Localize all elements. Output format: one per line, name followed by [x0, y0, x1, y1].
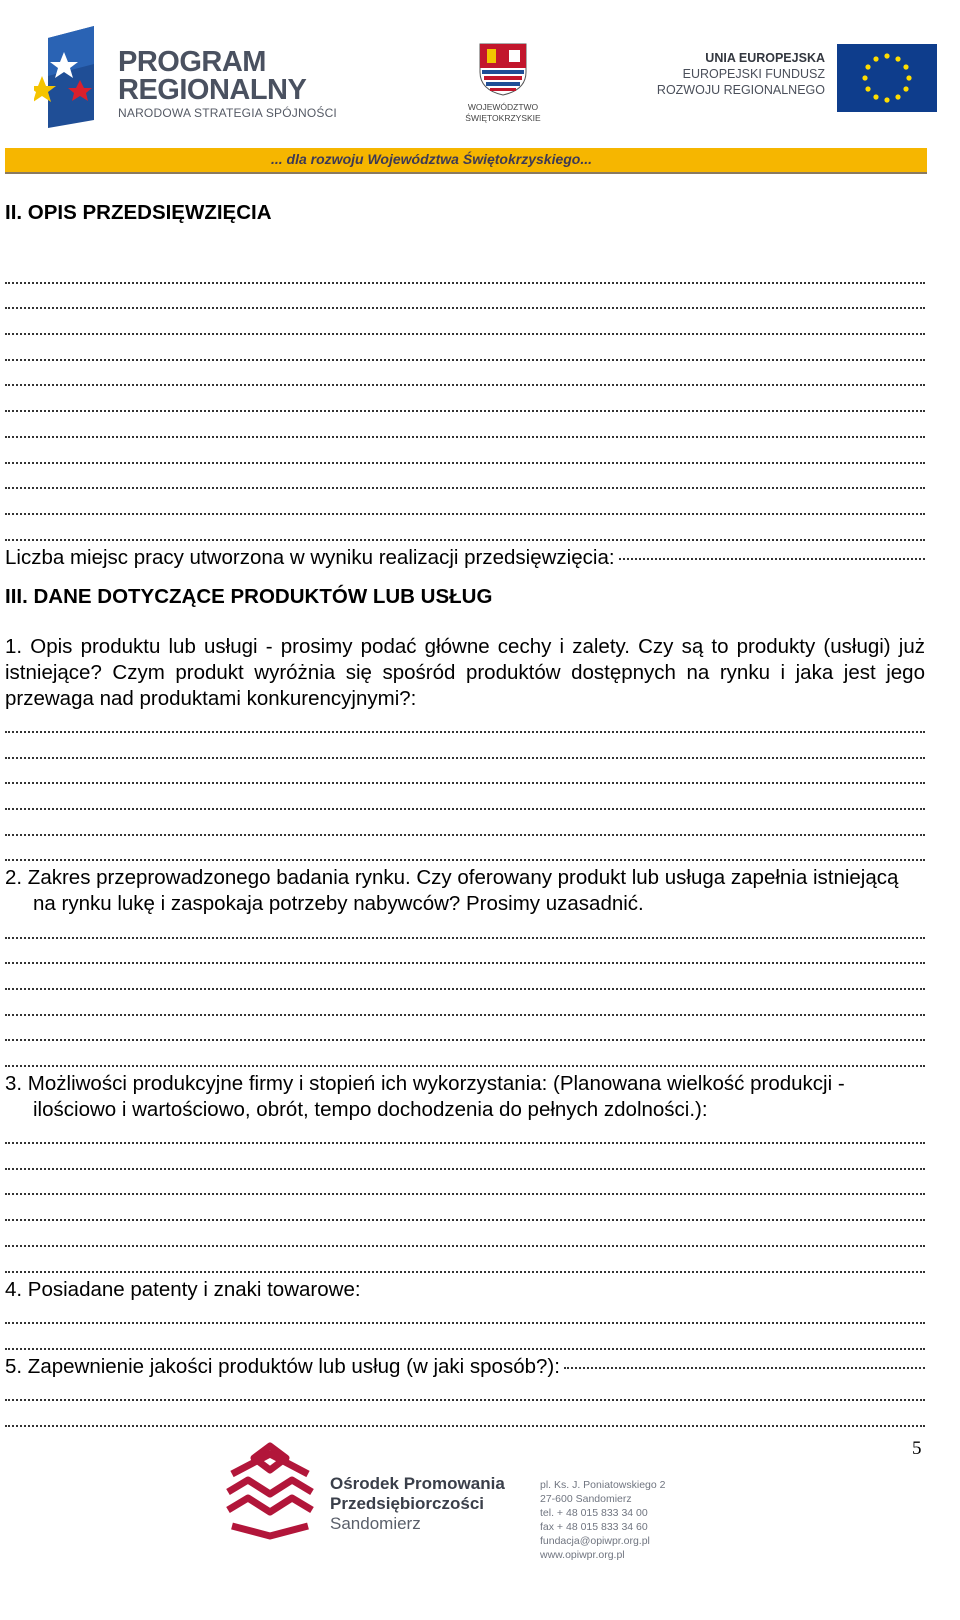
answer-line[interactable]	[5, 1199, 925, 1225]
jobs-created-field[interactable]	[619, 558, 925, 560]
answer-line[interactable]	[5, 1302, 925, 1328]
coat-of-arms-icon	[478, 42, 528, 96]
eu-line1: UNIA EUROPEJSKA	[705, 51, 825, 65]
answer-line[interactable]	[5, 1251, 925, 1277]
answer-line[interactable]	[5, 262, 925, 288]
answer-line[interactable]	[5, 1405, 925, 1431]
question-2: 2. Zakres przeprowadzonego badania rynku. Czy oferowany produkt lub usługa zapełnia istniejącą na rynku lukę i zaspokaja potrzeby nabywców? Prosimy uzasadnić.	[5, 866, 899, 916]
answer-line[interactable]	[5, 1020, 925, 1046]
page-number: 5	[912, 1438, 922, 1459]
page-header	[0, 0, 960, 182]
program-title-line2: REGIONALNY	[118, 74, 307, 106]
question-4: 4. Posiadane patenty i znaki towarowe:	[5, 1277, 361, 1301]
opiwpr-name	[330, 1474, 505, 1534]
answer-line[interactable]	[5, 1148, 925, 1174]
question-1: 1. Opis produktu lub usługi - prosimy podać główne cechy i zalety. Czy są to produkty (usługi) już istniejące? Czym produkt wyróżnia się spośród produktów dostępnych na rynku i jaka jest jego przewaga nad produktami konkurencyjnymi?:	[5, 635, 925, 710]
eu-line2: EUROPEJSKI FUNDUSZ	[682, 67, 825, 81]
program-subtitle: NARODOWA STRATEGIA SPÓJNOŚCI	[118, 106, 337, 120]
answer-line[interactable]	[5, 788, 925, 814]
answer-line[interactable]	[5, 994, 925, 1020]
answer-line[interactable]	[5, 917, 925, 943]
wojewodztwo-line2: ŚWIĘTOKRZYSKIE	[465, 113, 541, 123]
opiwpr-name-line3: Sandomierz	[330, 1514, 421, 1533]
answer-line[interactable]	[5, 1045, 925, 1071]
section-3-heading: III. DANE DOTYCZĄCE PRODUKTÓW LUB USŁUG	[5, 585, 493, 609]
question-5-field[interactable]	[564, 1367, 925, 1369]
answer-line[interactable]	[5, 390, 925, 416]
answer-line[interactable]	[5, 711, 925, 737]
opiwpr-name-line1: Ośrodek Promowania	[330, 1474, 505, 1493]
fax-line: fax + 48 015 833 34 60	[540, 1521, 648, 1533]
program-title-line1: PROGRAM	[118, 46, 266, 78]
answer-line[interactable]	[5, 416, 925, 442]
address-line: 27-600 Sandomierz	[540, 1493, 632, 1505]
program-regionalny-logo	[30, 18, 375, 136]
eu-line3: ROZWOJU REGIONALNEGO	[656, 83, 825, 97]
slogan-bar	[5, 148, 927, 174]
answer-line[interactable]	[5, 468, 925, 494]
program-regionalny-flag-icon	[34, 24, 100, 128]
answer-line[interactable]	[5, 339, 925, 365]
answer-line[interactable]	[5, 943, 925, 969]
email-link[interactable]: fundacja@opiwpr.org.pl	[540, 1535, 650, 1547]
answer-line[interactable]	[5, 519, 925, 545]
wojewodztwo-logo	[458, 38, 548, 126]
jobs-created-row	[5, 545, 925, 571]
answer-line[interactable]	[5, 1379, 925, 1405]
answer-line[interactable]	[5, 313, 925, 339]
answer-line[interactable]	[5, 968, 925, 994]
answer-line[interactable]	[5, 1328, 925, 1354]
website-link[interactable]: www.opiwpr.org.pl	[540, 1549, 625, 1561]
slogan-text: ... dla rozwoju Województwa Świętokrzyskiego...	[271, 151, 593, 167]
question-5-row	[5, 1354, 925, 1380]
opiwpr-address	[540, 1478, 665, 1562]
program-regionalny-title	[118, 48, 306, 104]
answer-line[interactable]	[5, 288, 925, 314]
opiwpr-logo-icon	[222, 1440, 318, 1542]
answer-line[interactable]	[5, 1225, 925, 1251]
question-5: 5. Zapewnienie jakości produktów lub usług (w jaki sposób?):	[5, 1354, 560, 1378]
eu-fund-label	[657, 50, 825, 98]
eu-fund-logo	[645, 38, 945, 118]
answer-line[interactable]	[5, 840, 925, 866]
question-3: 3. Możliwości produkcyjne firmy i stopień ich wykorzystania: (Planowana wielkość produkcji - ilościowo i wartościowo, obrót, tempo dochodzenia do pełnych zdolności.):	[5, 1072, 845, 1121]
address-line: pl. Ks. J. Poniatowskiego 2	[540, 1479, 666, 1491]
answer-line[interactable]	[5, 763, 925, 789]
section-2-heading: II. OPIS PRZEDSIĘWZIĘCIA	[5, 201, 272, 224]
form-content	[5, 200, 925, 1431]
jobs-created-label: Liczba miejsc pracy utworzona w wyniku realizacji przedsięwzięcia:	[5, 545, 615, 569]
answer-line[interactable]	[5, 814, 925, 840]
answer-line[interactable]	[5, 442, 925, 468]
answer-line[interactable]	[5, 365, 925, 391]
wojewodztwo-label	[458, 102, 548, 124]
answer-line[interactable]	[5, 1174, 925, 1200]
answer-line[interactable]	[5, 737, 925, 763]
phone-line: tel. + 48 015 833 34 00	[540, 1507, 648, 1519]
answer-line[interactable]	[5, 1122, 925, 1148]
wojewodztwo-line1: WOJEWÓDZTWO	[467, 102, 539, 112]
eu-flag-icon	[837, 44, 937, 112]
opiwpr-name-line2: Przedsiębiorczości	[330, 1494, 485, 1513]
answer-line[interactable]	[5, 493, 925, 519]
